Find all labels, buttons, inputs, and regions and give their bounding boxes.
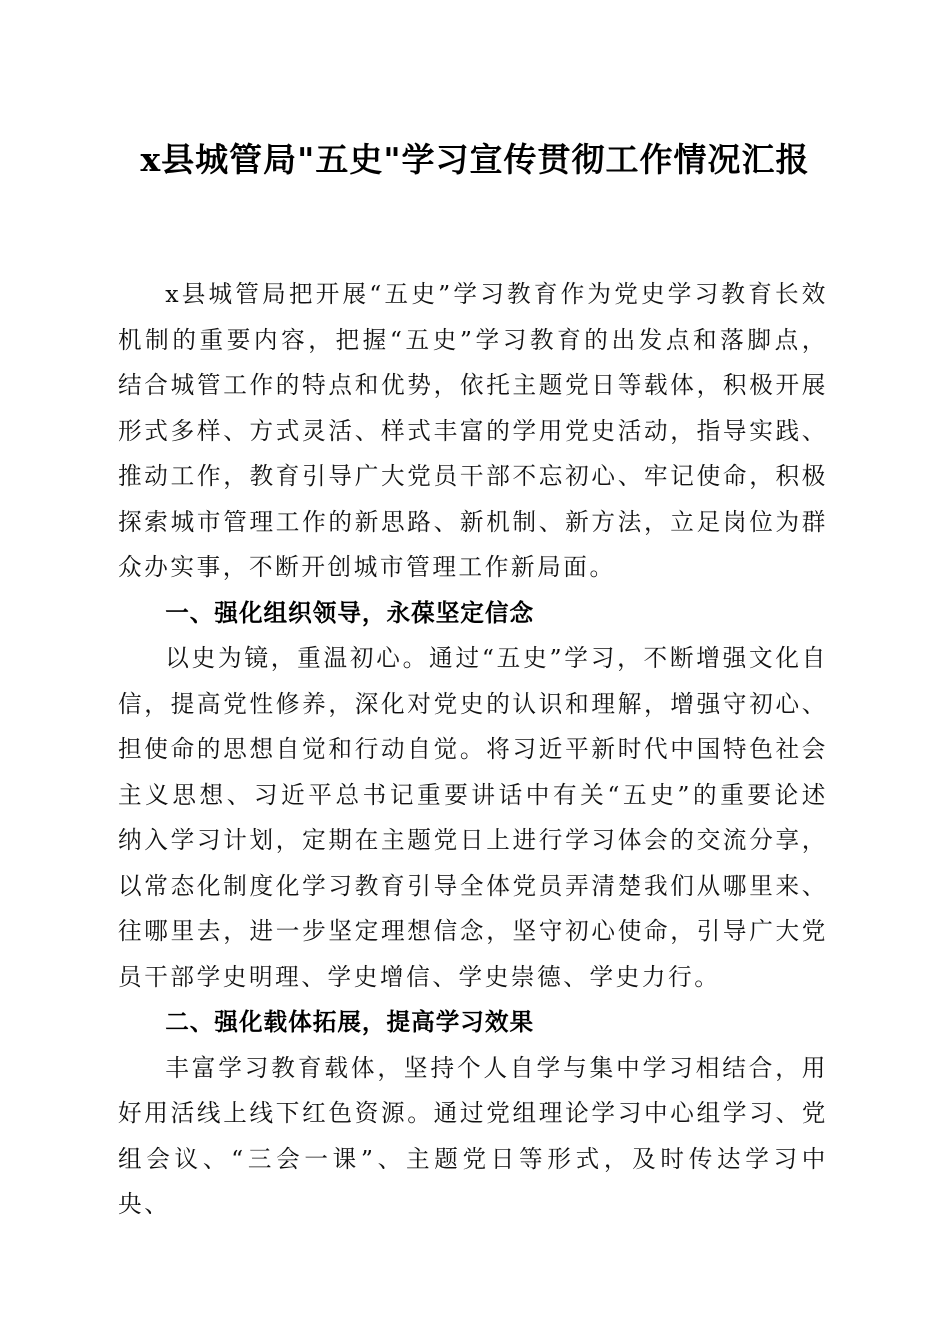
section-paragraph-1: 以史为镜，重温初心。通过“五史”学习，不断增强文化自信，提高党性修养，深化对党史的认识和理解，增强守初心、担使命的思想自觉和行动自觉。将习近平新时代中国特色社会主义思想、习近平总书记重要讲话中有关“五史”的重要论述纳入学习计划，定期在主题党日上进行学习体会的交流分享，以常态化制度化学习教育引导全体党员弄清楚我们从哪里来、往哪里去，进一步坚定理想信念，坚守初心使命，引导广大党员干部学史明理、学史增信、学史崇德、学史力行。 [118, 644, 828, 991]
section-heading-1: 一、强化组织领导，永葆坚定信念 [165, 598, 535, 627]
intro-paragraph: x县城管局把开展“五史”学习教育作为党史学习教育长效机制的重要内容，把握“五史”学习教育的出发点和落脚点，结合城管工作的特点和优势，依托主题党日等载体，积极开展形式多样、方式灵活、样式丰富的学用党史活动，指导实践、推动工作，教育引导广大党员干部不忘初心、牢记使命，积极探索城市管理工作的新思路、新机制、新方法，立足岗位为群众办实事，不断开创城市管理工作新局面。 [118, 280, 828, 581]
document-body [118, 272, 828, 1228]
section-heading-2: 二、强化载体拓展，提高学习效果 [165, 1008, 535, 1036]
section-paragraph-2: 丰富学习教育载体，坚持个人自学与集中学习相结合，用好用活线上线下红色资源。通过党组理论学习中心组学习、党组会议、“三会一课”、主题党日等形式，及时传达学习中央、 [118, 1053, 828, 1218]
document-title: x县城管局"五史"学习宣传贯彻工作情况汇报 [140, 140, 810, 179]
